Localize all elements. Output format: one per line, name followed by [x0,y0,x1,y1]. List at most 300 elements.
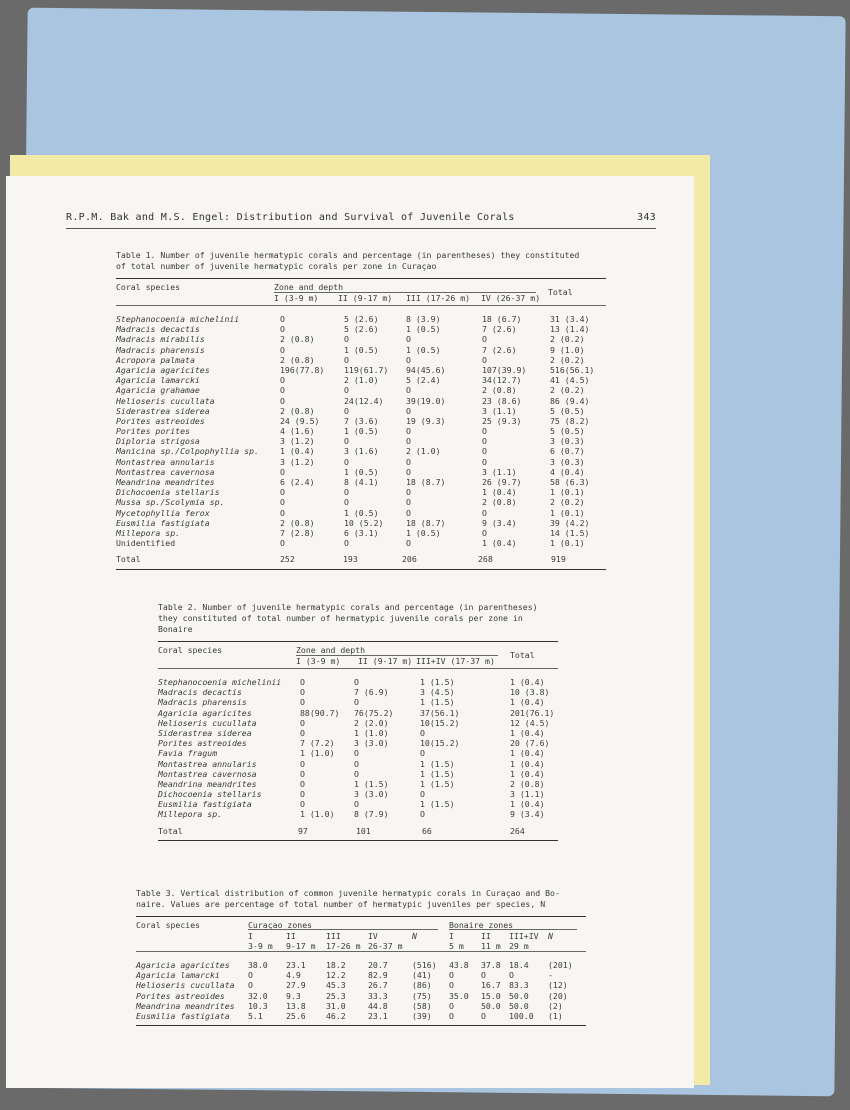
table-3-depth-label: 17-26 m [326,941,361,951]
table-1-value-cell: 1 (0.5) [344,466,379,477]
table-2-value-cell: 1 (0.4) [510,727,545,738]
table-3-zone-label: III [326,931,341,941]
table-1-value-cell: 2 (0.8) [482,497,517,508]
table-3-value-cell: 33.3 [368,990,388,1001]
table-1-value-cell: O [482,507,487,518]
table-2-row [158,799,558,809]
table-2 [158,602,558,841]
table-2-species-cell: Madracis decactis [158,687,242,698]
table-2-species-cell: Favia fragum [158,748,218,759]
table-2-value-cell: 1 (0.4) [510,748,545,759]
table-1-value-cell: O [344,405,349,416]
table-1-value-cell: 1 (0.5) [344,344,379,355]
table-3-value-cell: 10.3 [248,1000,268,1011]
table-2-value-cell: 1 (1.5) [420,697,455,708]
table-1-value-cell: 41 (4.5) [550,375,590,386]
table-1-value-cell: O [406,426,411,437]
table-1-value-cell: O [344,436,349,447]
table-1-species-cell: Eusmilia fastigiata [116,517,210,528]
table-2-value-cell: 1 (0.4) [510,677,545,687]
table-2-value-cell: 20 (7.6) [510,738,550,749]
table-3-value-cell: 82.9 [368,970,388,981]
table-2-value-cell: 10 (3.8) [510,687,550,698]
table-2-value-cell: 1 (1.5) [420,778,455,789]
table-2-value-cell: O [300,727,305,738]
table-1-value-cell: 7 (2.6) [482,344,517,355]
table-3-value-cell: (41) [412,970,432,981]
table-3-value-cell: 31.0 [326,1000,346,1011]
table-1-value-cell: O [344,538,349,549]
table-3-row [136,1001,586,1011]
table-2-value-cell: O [300,778,305,789]
table-3-value-cell: (12) [548,980,568,991]
table-1-value-cell: O [280,538,285,549]
table-2-species-cell: Millepora sp. [158,809,223,820]
table-1-species-cell: Montastrea cavernosa [116,466,215,477]
table-1-value-cell: 6 (0.7) [550,446,585,457]
table-1-value-cell: 119(61.7) [344,364,389,375]
table-2-value-cell: 1 (1.5) [420,758,455,769]
table-2-value-cell: 2 (0.8) [510,778,545,789]
table-3-zone-label: N [412,931,417,941]
table-1-value-cell: 86 (9.4) [550,395,590,406]
table-1-value-cell: 31 (3.4) [550,314,590,324]
table-1-value-cell: 58 (6.3) [550,477,590,487]
table-2-value-cell: 1 (1.5) [420,677,455,687]
table-1-row [116,467,606,477]
table-1-value-cell: 1 (0.1) [550,538,585,549]
table-2-value-cell: O [354,768,359,779]
table-3-species-cell: Helioseris cucullata [136,980,235,991]
table-1-species-cell: Porites astreoides [116,415,205,426]
table-1-value-cell: 1 (0.4) [482,538,517,549]
table-1-value-cell: 8 (4.1) [344,477,379,487]
table-1-value-cell: 3 (1.2) [280,436,315,447]
table-3-value-cell: (20) [548,990,568,1001]
table-2-species-cell: Agaricia agaricites [158,707,252,718]
table-3-value-cell: (86) [412,980,432,991]
table-2-value-cell: O [354,697,359,708]
table-1-species-cell: Madracis mirabilis [116,334,205,345]
table-1-value-cell: O [280,507,285,518]
table-3-value-cell: 37.8 [481,960,501,970]
table-3-body [136,952,586,1021]
table-2-value-cell: 12 (4.5) [510,717,550,728]
table-2-value-cell: 1 (1.5) [354,778,389,789]
table-1-species-cell: Meandrina meandrites [116,477,215,487]
table-1-value-cell: O [280,324,285,335]
table-3-value-cell: 25.6 [286,1010,306,1021]
table-1-value-cell: O [344,487,349,498]
table-3-header: Coral species Curaçao zones Bonaire zones I II III IV N I II III+IV N 3-9 m 9-17 m 17-26 m 26-37 m 5 m 11 m 29 m [136,917,586,951]
table-1-species-cell: Siderastrea siderea [116,405,210,416]
table-3-value-cell: (75) [412,990,432,1001]
table-2-row [158,779,558,789]
table-1-value-cell: 5 (2.6) [344,324,379,335]
table-1-value-cell: O [344,456,349,467]
table-2-header: Coral species Zone and depth I (3-9 m) II (9-17 m) III+IV (17-37 m) Total [158,645,535,666]
table-3-depth-label: 26-37 m [368,941,403,951]
table-2-value-cell: 7 (6.9) [354,687,389,698]
table-2-caption: Table 2. Number of juvenile hermatypic corals and percentage (in parentheses) they constituted of total number of hermatypic juvenile corals per zone in Bonaire [158,602,538,634]
table-3-zone-label: I [449,931,454,941]
table-2-species-cell: Dichocoenia stellaris [158,789,262,800]
table-1-value-cell: 9 (1.0) [550,344,585,355]
table-3-value-cell: 16.7 [481,980,501,991]
table-1-value-cell: 39 (4.2) [550,517,590,528]
table-1-value-cell: O [406,334,411,345]
table-1-value-cell: O [406,487,411,498]
table-2-value-cell: 7 (7.2) [300,738,335,749]
table-2-value-cell: O [300,758,305,769]
table-2-value-cell: 201(76.1) [510,707,555,718]
table-1-species-cell: Madracis decactis [116,324,200,335]
table-2-species-cell: Eusmilia fastigiata [158,799,252,810]
table-1-value-cell: 2 (0.8) [280,354,315,365]
page-number: 343 [637,212,656,223]
table-2-species-cell: Porites astreoides [158,738,247,749]
table-1-value-cell: 4 (0.4) [550,466,585,477]
table-1-species-cell: Agaricia agaricites [116,364,210,375]
table-2-row [158,708,558,718]
table-2-value-cell: 1 (1.5) [420,768,455,779]
table-1-value-cell: 1 (0.5) [406,324,441,335]
table-1-species-cell: Millepora sp. [116,527,181,538]
table-1-row [116,457,606,467]
table-2-value-cell: O [300,799,305,810]
table-1-value-cell: 5 (2.4) [406,375,441,386]
table-3-value-cell: 5.1 [248,1010,263,1021]
table-1-value-cell: O [344,497,349,508]
table-1-row [116,314,606,324]
table-2-value-cell: 3 (3.0) [354,738,389,749]
table-1-value-cell: 1 (0.5) [406,344,441,355]
table-2-value-cell: O [420,809,425,820]
table-1-value-cell: 2 (0.2) [550,334,585,345]
table-2-row [158,738,558,748]
table-1-value-cell: O [406,538,411,549]
table-1-row [116,446,606,456]
table-1-value-cell: 18 (8.7) [406,517,446,528]
table-1-row [116,334,606,344]
table-3-value-cell: 18.4 [509,960,529,970]
table-1-row [116,436,606,446]
table-1-species-cell: Agaricia grahamae [116,385,200,396]
journal-page [6,176,694,1088]
table-1-value-cell: 19 (9.3) [406,415,446,426]
table-2-row [158,769,558,779]
table-1-value-cell: 107(39.9) [482,364,527,375]
table-2-value-cell: O [300,768,305,779]
table-3-value-cell: 35.0 [449,990,469,1001]
table-2-value-cell: 10(15.2) [420,738,460,749]
table-1-value-cell: O [280,497,285,508]
table-3-value-cell: 12.2 [326,970,346,981]
table-2-species-cell: Stephanocoenia michelinii [158,677,282,687]
table-2-value-cell: O [300,687,305,698]
table-3-value-cell: (516) [412,960,437,970]
table-1-value-cell: 2 (0.2) [550,385,585,396]
table-1-row [116,365,606,375]
table-1-value-cell: 516(56.1) [550,364,595,375]
table-2-row [158,809,558,819]
table-1-value-cell: 1 (0.5) [406,527,441,538]
table-1-species-cell: Agaricia lamarcki [116,375,200,386]
table-3-species-cell: Agaricia agaricites [136,960,230,970]
table-2-value-cell: 1 (1.5) [420,799,455,810]
table-1-species-cell: Unidentified [116,538,176,549]
table-2-body [158,669,558,820]
table-1-species-cell: Acropora palmata [116,354,195,365]
table-2-species-cell: Meandrina meandrites [158,778,257,789]
table-2-value-cell: 3 (4.5) [420,687,455,698]
table-2-species-cell: Montastrea annularis [158,758,257,769]
table-1-value-cell: 2 (0.8) [482,385,517,396]
table-1-value-cell: 94(45.6) [406,364,446,375]
table-1-value-cell: 26 (9.7) [482,477,522,487]
table-1-value-cell: O [344,385,349,396]
table-3-species-cell: Porites astreoides [136,990,225,1001]
table-1-value-cell: O [406,507,411,518]
table-2-value-cell: 76(75.2) [354,707,394,718]
table-3-depth-label: 9-17 m [286,941,316,951]
table-2-value-cell: O [354,748,359,759]
table-1-row [116,508,606,518]
table-1-species-cell: Mussa sp./Scolymia sp. [116,497,225,508]
table-1-caption: Table 1. Number of juvenile hermatypic corals and percentage (in parentheses) they constituted of total number of juvenile hermatypic corals per zone in Curaçao [116,250,580,271]
table-1-value-cell: 13 (1.4) [550,324,590,335]
table-1-value-cell: 3 (1.1) [482,405,517,416]
table-1-value-cell: 6 (3.1) [344,527,379,538]
table-3-value-cell: 46.2 [326,1010,346,1021]
table-3-value-cell: 20.7 [368,960,388,970]
table-1-row [116,406,606,416]
table-3-value-cell: O [449,1010,454,1021]
table-1-species-cell: Manicina sp./Colpophyllia sp. [116,446,259,457]
table-3-value-cell: (39) [412,1010,432,1021]
table-2-value-cell: 1 (1.0) [300,748,335,759]
table-1-value-cell: 7 (2.6) [482,324,517,335]
table-1-value-cell: 7 (2.8) [280,527,315,538]
table-1-value-cell: O [406,354,411,365]
table-2-value-cell: O [354,758,359,769]
table-3-value-cell: O [449,980,454,991]
table-1-row [116,477,606,487]
table-3-value-cell: (1) [548,1010,563,1021]
table-3-value-cell: 23.1 [368,1010,388,1021]
table-1-value-cell: 5 (0.5) [550,405,585,416]
table-1-value-cell: 3 (1.2) [280,456,315,467]
table-1-value-cell: 39(19.0) [406,395,446,406]
table-3-zone-label: II [481,931,491,941]
table-2-row [158,759,558,769]
table-1-value-cell: 2 (0.8) [280,517,315,528]
table-1-value-cell: 25 (9.3) [482,415,522,426]
table-1-value-cell: O [406,497,411,508]
table-1-row [116,416,606,426]
table-2-value-cell: O [300,717,305,728]
table-1-body [116,306,606,548]
table-3-species-cell: Agaricia lamarcki [136,970,220,981]
table-3-value-cell: 26.7 [368,980,388,991]
table-2-value-cell: O [354,677,359,687]
table-1-value-cell: O [482,456,487,467]
table-1-row [116,345,606,355]
table-1-value-cell: O [280,314,285,324]
table-1-value-cell: 2 (1.0) [406,446,441,457]
table-2-value-cell: 1 (1.0) [354,727,389,738]
table-3-value-cell: 100.0 [509,1010,534,1021]
table-1-value-cell: 1 (0.1) [550,487,585,498]
table-1-value-cell: 10 (5.2) [344,517,384,528]
table-3-caption: Table 3. Vertical distribution of common juvenile hermatypic corals in Curaçao and Bo- naire. Values are percentage of total number of hermatypic juveniles per species, N [136,888,560,909]
table-3-value-cell: 32.0 [248,990,268,1001]
table-1-value-cell: 1 (0.5) [344,507,379,518]
table-1-value-cell: 4 (1.6) [280,426,315,437]
table-3-depth-label: 11 m [481,941,501,951]
table-1-value-cell: 3 (0.3) [550,436,585,447]
table-1-row [116,538,606,548]
table-1-species-cell: Montastrea annularis [116,456,215,467]
table-2-value-cell: 1 (0.4) [510,758,545,769]
table-3-value-cell: 18.2 [326,960,346,970]
table-2-row [158,718,558,728]
table-1-row [116,497,606,507]
table-1-value-cell: 18 (8.7) [406,477,446,487]
table-1-row [116,324,606,334]
table-2-value-cell: 1 (1.0) [300,809,335,820]
table-2-row [158,748,558,758]
table-1-row [116,385,606,395]
table-1-value-cell: O [482,426,487,437]
table-1-row [116,396,606,406]
table-1-value-cell: O [406,456,411,467]
table-1-value-cell: 1 (0.5) [344,426,379,437]
table-1-row [116,355,606,365]
table-3-zone-label: III+IV [509,931,539,941]
table-3-value-cell: 45.3 [326,980,346,991]
table-3-depth-label: 29 m [509,941,529,951]
table-2-value-cell: 3 (1.1) [510,789,545,800]
table-3-row [136,991,586,1001]
table-2-value-cell: 88(90.7) [300,707,340,718]
table-2-value-cell: O [354,799,359,810]
table-3-value-cell: 15.0 [481,990,501,1001]
running-title: R.P.M. Bak and M.S. Engel: Distribution and Survival of Juvenile Corals [66,212,515,223]
table-1-value-cell: 2 (1.0) [344,375,379,386]
table-3-depth-label: 5 m [449,941,464,951]
table-3 [136,888,586,1026]
table-3-value-cell: (2) [548,1000,563,1011]
table-3-row [136,970,586,980]
table-3-row [136,960,586,970]
table-1-value-cell: 7 (3.6) [344,415,379,426]
table-1-value-cell: 5 (0.5) [550,426,585,437]
table-3-depth-label: 3-9 m [248,941,273,951]
table-2-row [158,697,558,707]
table-1-total-row: Total 252 193 206 268 919 [116,554,566,565]
table-2-total-row: Total 97 101 66 264 [158,825,525,836]
table-1-value-cell: 5 (2.6) [344,314,379,324]
table-1-value-cell: O [280,344,285,355]
table-2-value-cell: 1 (0.4) [510,799,545,810]
table-1-value-cell: 2 (0.8) [280,405,315,416]
table-3-row [136,1011,586,1021]
table-2-species-cell: Montastrea cavernosa [158,768,257,779]
table-2-value-cell: O [420,727,425,738]
table-1-value-cell: 3 (1.1) [482,466,517,477]
table-3-zone-label: I [248,931,253,941]
table-3-value-cell: 43.8 [449,960,469,970]
table-2-value-cell: 8 (7.9) [354,809,389,820]
table-1-value-cell: 6 (2.4) [280,477,315,487]
table-3-value-cell: 50.0 [509,990,529,1001]
table-1-value-cell: 3 (0.3) [550,456,585,467]
table-2-species-cell: Madracis pharensis [158,697,247,708]
table-3-row [136,980,586,990]
table-3-value-cell: 25.3 [326,990,346,1001]
header-rule [66,228,656,229]
table-3-value-cell: (201) [548,960,573,970]
table-1-value-cell: 14 (1.5) [550,527,590,538]
table-1-species-cell: Helioseris cucullata [116,395,215,406]
table-1-value-cell: 34(12.7) [482,375,522,386]
table-1-value-cell: 1 (0.4) [482,487,517,498]
table-2-value-cell: 1 (0.4) [510,768,545,779]
table-3-species-cell: Eusmilia fastigiata [136,1010,230,1021]
table-1-species-cell: Mycetophyllia ferox [116,507,210,518]
table-1-row [116,487,606,497]
table-1-row [116,528,606,538]
table-1-value-cell: 2 (0.2) [550,354,585,365]
table-1-value-cell: 18 (6.7) [482,314,522,324]
table-1-value-cell: O [482,446,487,457]
table-3-value-cell: (58) [412,1000,432,1011]
table-1 [116,250,606,570]
table-2-value-cell: 2 (2.0) [354,717,389,728]
table-3-species-cell: Meandrina meandrites [136,1000,235,1011]
table-1-species-cell: Porites porites [116,426,190,437]
table-1-value-cell: O [280,487,285,498]
table-3-value-cell: 27.9 [286,980,306,991]
table-1-value-cell: 2 (0.2) [550,497,585,508]
table-2-value-cell: 3 (3.0) [354,789,389,800]
table-1-species-cell: Diploria strigosa [116,436,200,447]
table-3-value-cell: - [548,970,553,981]
table-2-value-cell: 1 (0.4) [510,697,545,708]
table-2-row [158,728,558,738]
table-1-value-cell: 9 (3.4) [482,517,517,528]
table-2-species-cell: Helioseris cucullata [158,717,257,728]
table-3-value-cell: 38.0 [248,960,268,970]
table-1-value-cell: O [406,466,411,477]
table-1-value-cell: O [406,405,411,416]
table-3-value-cell: O [481,970,486,981]
table-3-value-cell: 4.9 [286,970,301,981]
table-1-value-cell: O [344,334,349,345]
table-1-species-cell: Stephanocoenia michelinii [116,314,240,324]
table-2-value-cell: O [300,677,305,687]
table-1-value-cell: O [280,375,285,386]
table-2-row [158,687,558,697]
table-1-value-cell: 196(77.8) [280,364,325,375]
table-1-value-cell: 75 (8.2) [550,415,590,426]
table-2-value-cell: O [420,789,425,800]
table-1-value-cell: O [482,527,487,538]
table-2-value-cell: O [300,697,305,708]
table-2-row [158,677,558,687]
table-1-species-cell: Dichocoenia stellaris [116,487,220,498]
